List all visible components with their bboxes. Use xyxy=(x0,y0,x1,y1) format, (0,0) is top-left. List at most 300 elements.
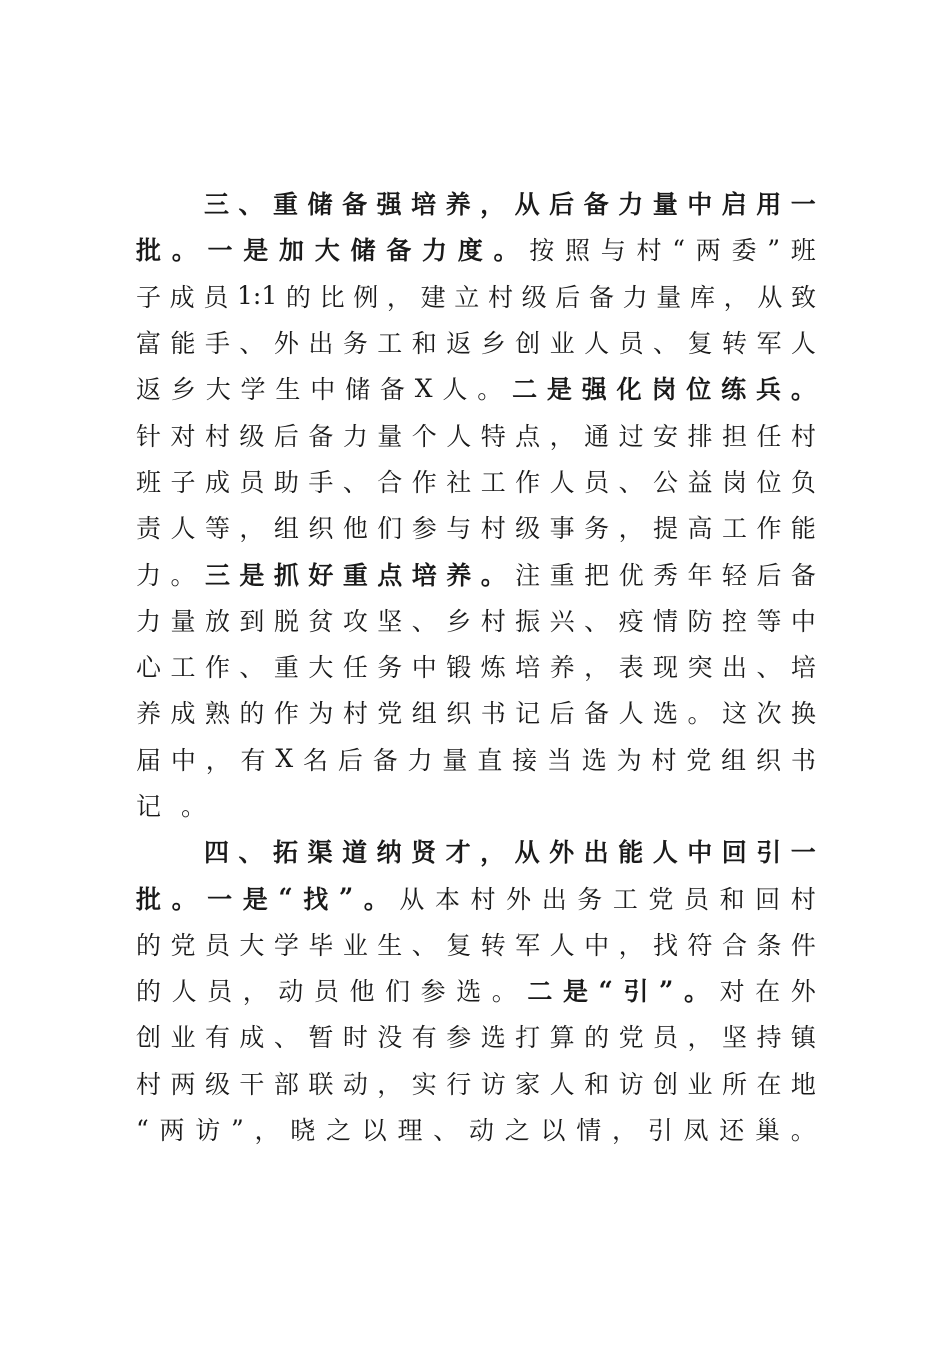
glyph: 乡 xyxy=(170,375,196,405)
glyph: ” xyxy=(338,883,354,913)
glyph: 备 xyxy=(386,236,412,266)
glyph: 接 xyxy=(512,745,538,775)
glyph: 党 xyxy=(170,930,196,960)
glyph: 高 xyxy=(687,514,713,544)
glyph: 务 xyxy=(377,653,403,683)
glyph: 突 xyxy=(687,653,713,683)
glyph: 村 xyxy=(790,421,816,451)
glyph: 与 xyxy=(446,514,472,544)
glyph: 秀 xyxy=(653,560,679,590)
glyph: 中 xyxy=(584,930,610,960)
glyph: 出 xyxy=(541,884,567,914)
glyph: 才 xyxy=(445,838,471,868)
glyph: 之 xyxy=(326,1116,352,1146)
glyph: 纳 xyxy=(376,838,402,868)
glyph: 业 xyxy=(342,930,368,960)
glyph: 人 xyxy=(584,329,610,359)
glyph: 备 xyxy=(583,190,609,220)
glyph: 强 xyxy=(581,375,607,405)
glyph: 脱 xyxy=(273,606,299,636)
glyph: 两 xyxy=(695,236,721,266)
glyph: ， xyxy=(386,282,412,312)
glyph: 作 xyxy=(411,467,437,497)
glyph: 例 xyxy=(353,282,379,312)
glyph: 复 xyxy=(446,930,472,960)
glyph: 、 xyxy=(239,329,265,359)
glyph: 是 xyxy=(242,884,268,914)
glyph: 。 xyxy=(790,1116,816,1146)
glyph: 排 xyxy=(687,421,713,451)
glyph: 贤 xyxy=(411,838,437,868)
text-line xyxy=(136,597,816,643)
glyph: 养 xyxy=(549,653,575,683)
glyph: 组 xyxy=(273,514,299,544)
glyph: 员 xyxy=(203,282,229,312)
glyph: 复 xyxy=(687,329,713,359)
glyph: 重 xyxy=(549,560,575,590)
glyph: 暂 xyxy=(308,1023,334,1053)
glyph: 中 xyxy=(687,838,713,868)
glyph: 找 xyxy=(653,930,679,960)
glyph: 和 xyxy=(584,1069,610,1099)
glyph: 对 xyxy=(170,421,196,451)
glyph: 组 xyxy=(411,699,437,729)
glyph: 情 xyxy=(576,1116,602,1146)
glyph: 党 xyxy=(648,884,674,914)
glyph: 出 xyxy=(583,838,609,868)
glyph: 、 xyxy=(584,606,610,636)
glyph: 业 xyxy=(549,329,575,359)
glyph: 三 xyxy=(204,560,230,590)
glyph: 在 xyxy=(755,977,781,1007)
glyph: 选 xyxy=(581,745,607,775)
glyph: 力 xyxy=(422,236,448,266)
glyph: 后 xyxy=(555,282,581,312)
glyph: 个 xyxy=(411,421,437,451)
glyph: 量 xyxy=(652,190,678,220)
glyph: 书 xyxy=(790,745,816,775)
glyph: ， xyxy=(205,745,231,775)
glyph: 返 xyxy=(446,329,472,359)
glyph: 业 xyxy=(687,1069,713,1099)
glyph: 大 xyxy=(239,930,265,960)
text-line xyxy=(136,689,816,735)
glyph: 、 xyxy=(238,838,264,868)
glyph: 力 xyxy=(407,745,433,775)
glyph: 村 xyxy=(204,421,230,451)
glyph: 情 xyxy=(653,606,679,636)
glyph: 中 xyxy=(687,190,713,220)
glyph: 镇 xyxy=(790,1023,816,1053)
glyph: ， xyxy=(687,1023,713,1053)
glyph: “ xyxy=(278,883,293,913)
glyph: ， xyxy=(239,514,265,544)
glyph: 作 xyxy=(756,514,782,544)
glyph: 。 xyxy=(687,699,713,729)
text-line xyxy=(136,180,816,226)
glyph: 加 xyxy=(279,236,305,266)
glyph: 之 xyxy=(504,1116,530,1146)
glyph: 事 xyxy=(549,514,575,544)
glyph: 社 xyxy=(446,467,472,497)
glyph: 拓 xyxy=(273,838,299,868)
glyph: 这 xyxy=(721,699,747,729)
glyph: ， xyxy=(480,190,506,220)
glyph: 安 xyxy=(653,421,679,451)
glyph: 攻 xyxy=(342,606,368,636)
glyph: 库 xyxy=(689,282,715,312)
glyph: X xyxy=(414,373,433,403)
glyph: 本 xyxy=(434,884,460,914)
glyph: 有 xyxy=(204,1023,230,1053)
text-line xyxy=(136,319,816,365)
document-body xyxy=(136,180,816,1152)
glyph: 后 xyxy=(273,421,299,451)
glyph: 等 xyxy=(204,514,230,544)
text-line xyxy=(136,643,816,689)
glyph: 按 xyxy=(529,236,555,266)
glyph: 是 xyxy=(546,375,572,405)
glyph: 二 xyxy=(512,375,538,405)
glyph: 员 xyxy=(204,930,230,960)
glyph: 。 xyxy=(363,884,389,914)
glyph: 毕 xyxy=(308,930,334,960)
text-line xyxy=(136,1013,816,1059)
glyph: 生 xyxy=(275,375,301,405)
glyph: 的 xyxy=(285,282,311,312)
glyph: 工 xyxy=(721,514,747,544)
glyph: 培 xyxy=(411,190,437,220)
glyph: 人 xyxy=(171,977,197,1007)
glyph: 工 xyxy=(170,653,196,683)
glyph: 责 xyxy=(136,514,162,544)
glyph: 届 xyxy=(136,745,162,775)
glyph: 。 xyxy=(491,977,517,1007)
glyph: 访 xyxy=(480,1069,506,1099)
glyph: “ xyxy=(598,975,613,1005)
glyph: 提 xyxy=(653,514,679,544)
glyph: 业 xyxy=(170,1023,196,1053)
glyph: 从 xyxy=(757,282,783,312)
glyph: 参 xyxy=(446,1023,472,1053)
glyph: 出 xyxy=(308,329,334,359)
glyph: 巢 xyxy=(755,1116,781,1146)
glyph: 记 xyxy=(136,792,162,821)
glyph: 外 xyxy=(273,329,299,359)
glyph: ， xyxy=(377,1069,403,1099)
glyph: 访 xyxy=(618,1069,644,1099)
glyph: 强 xyxy=(376,190,402,220)
glyph: 批 xyxy=(136,236,162,266)
glyph: 打 xyxy=(515,1023,541,1053)
glyph: 备 xyxy=(342,190,368,220)
glyph: 后 xyxy=(549,699,575,729)
glyph: 大 xyxy=(314,236,340,266)
glyph: 。 xyxy=(171,236,197,266)
glyph: 任 xyxy=(342,653,368,683)
glyph: ， xyxy=(549,421,575,451)
glyph: 成 xyxy=(170,699,196,729)
text-line xyxy=(136,365,816,411)
glyph: 织 xyxy=(446,699,472,729)
text-line xyxy=(136,828,816,874)
glyph: 部 xyxy=(273,1069,299,1099)
glyph: 人 xyxy=(790,329,816,359)
glyph: 和 xyxy=(411,329,437,359)
glyph: 党 xyxy=(686,745,712,775)
glyph: 中 xyxy=(411,653,437,683)
glyph: 备 xyxy=(379,375,405,405)
glyph: 实 xyxy=(411,1069,437,1099)
glyph: 算 xyxy=(549,1023,575,1053)
glyph: X xyxy=(275,744,294,774)
glyph: 当 xyxy=(546,745,572,775)
glyph: 村 xyxy=(136,1069,162,1099)
glyph: 备 xyxy=(372,745,398,775)
glyph: 注 xyxy=(515,560,541,590)
glyph: 班 xyxy=(136,467,162,497)
glyph: 合 xyxy=(377,467,403,497)
glyph: 好 xyxy=(308,560,334,590)
glyph: 是 xyxy=(243,236,269,266)
glyph: 、 xyxy=(756,653,782,683)
glyph: 村 xyxy=(480,606,506,636)
glyph: 力 xyxy=(618,190,644,220)
glyph: 年 xyxy=(687,560,713,590)
glyph: 。 xyxy=(170,560,196,590)
glyph: ” xyxy=(659,975,674,1005)
glyph: 储 xyxy=(345,375,371,405)
glyph: 直 xyxy=(477,745,503,775)
glyph: 养 xyxy=(445,190,471,220)
glyph: 控 xyxy=(721,606,747,636)
text-line xyxy=(136,504,816,550)
glyph: 访 xyxy=(195,1116,221,1146)
glyph: 务 xyxy=(584,514,610,544)
glyph: 建 xyxy=(420,282,446,312)
glyph: 员 xyxy=(207,977,233,1007)
glyph: 出 xyxy=(721,653,747,683)
glyph: 织 xyxy=(308,514,334,544)
glyph: 引 xyxy=(756,838,782,868)
glyph: 级 xyxy=(204,1069,230,1099)
glyph: 子 xyxy=(136,282,162,312)
glyph: 村 xyxy=(790,884,816,914)
glyph: 从 xyxy=(514,190,540,220)
glyph: 级 xyxy=(521,282,547,312)
glyph: 力 xyxy=(136,560,162,590)
glyph: 记 xyxy=(515,699,541,729)
glyph: 村 xyxy=(470,884,496,914)
glyph: ， xyxy=(242,977,268,1007)
glyph: 度 xyxy=(457,236,483,266)
glyph: 培 xyxy=(411,560,437,590)
glyph: 立 xyxy=(454,282,480,312)
glyph: 储 xyxy=(307,190,333,220)
glyph: 参 xyxy=(411,514,437,544)
glyph: 任 xyxy=(756,421,782,451)
glyph: “ xyxy=(136,1114,149,1144)
glyph: 量 xyxy=(170,606,196,636)
glyph: 负 xyxy=(790,467,816,497)
glyph: 选 xyxy=(456,977,482,1007)
glyph: 锻 xyxy=(446,653,472,683)
glyph: ， xyxy=(612,1116,638,1146)
glyph: 公 xyxy=(653,467,679,497)
glyph: 后 xyxy=(549,190,575,220)
glyph: 动 xyxy=(278,977,304,1007)
glyph: 务 xyxy=(577,884,603,914)
text-line xyxy=(136,458,816,504)
glyph: 书 xyxy=(480,699,506,729)
glyph: 位 xyxy=(756,467,782,497)
glyph: 心 xyxy=(136,653,162,683)
glyph: 回 xyxy=(721,838,747,868)
glyph: 表 xyxy=(618,653,644,683)
glyph: 助 xyxy=(273,467,299,497)
glyph: 动 xyxy=(469,1116,495,1146)
glyph: 党 xyxy=(377,699,403,729)
glyph: 量 xyxy=(442,745,468,775)
glyph: 培 xyxy=(515,653,541,683)
glyph: 点 xyxy=(515,421,541,451)
glyph: 军 xyxy=(515,930,541,960)
glyph: ， xyxy=(618,514,644,544)
glyph: 、 xyxy=(239,653,265,683)
glyph: 特 xyxy=(480,421,506,451)
glyph: 。 xyxy=(480,560,506,590)
glyph: 选 xyxy=(653,699,679,729)
glyph: 持 xyxy=(756,1023,782,1053)
glyph: 创 xyxy=(515,329,541,359)
glyph: 防 xyxy=(687,606,713,636)
glyph: 的 xyxy=(136,930,162,960)
glyph: 换 xyxy=(790,699,816,729)
glyph: 没 xyxy=(377,1023,403,1053)
glyph: 人 xyxy=(549,467,575,497)
glyph: 力 xyxy=(342,421,368,451)
glyph: 力 xyxy=(136,606,162,636)
text-line xyxy=(136,273,816,319)
glyph: 培 xyxy=(790,653,816,683)
glyph: 在 xyxy=(756,1069,782,1099)
text-line xyxy=(136,550,816,596)
glyph: 员 xyxy=(313,977,339,1007)
glyph: 备 xyxy=(584,699,610,729)
glyph: 针 xyxy=(136,421,162,451)
glyph: 坚 xyxy=(721,1023,747,1053)
glyph: 地 xyxy=(790,1069,816,1099)
glyph: 兴 xyxy=(549,606,575,636)
glyph: 行 xyxy=(446,1069,472,1099)
glyph: 位 xyxy=(686,375,712,405)
glyph: 、 xyxy=(653,329,679,359)
glyph: 回 xyxy=(755,884,781,914)
glyph: 两 xyxy=(159,1116,185,1146)
glyph: 贫 xyxy=(308,606,334,636)
glyph: 岗 xyxy=(651,375,677,405)
glyph: 三 xyxy=(204,190,230,220)
glyph: ” xyxy=(767,234,781,264)
glyph: 是 xyxy=(239,560,265,590)
glyph: 引 xyxy=(623,977,649,1007)
glyph: 益 xyxy=(687,467,713,497)
glyph: 以 xyxy=(361,1116,387,1146)
glyph: 引 xyxy=(647,1116,673,1146)
glyph: 能 xyxy=(170,329,196,359)
glyph: 生 xyxy=(377,930,403,960)
glyph: 养 xyxy=(446,560,472,590)
glyph: 人 xyxy=(442,375,468,405)
glyph: 们 xyxy=(377,514,403,544)
glyph: 量 xyxy=(656,282,682,312)
glyph: 力 xyxy=(622,282,648,312)
glyph: ， xyxy=(584,653,610,683)
glyph: 道 xyxy=(342,838,368,868)
glyph: 一 xyxy=(207,884,233,914)
glyph: 理 xyxy=(397,1116,423,1146)
glyph: 二 xyxy=(527,977,553,1007)
glyph: 他 xyxy=(349,977,375,1007)
glyph: 村 xyxy=(651,745,677,775)
glyph: 养 xyxy=(136,699,162,729)
text-line xyxy=(136,967,816,1013)
glyph: ， xyxy=(618,930,644,960)
glyph: 、 xyxy=(618,467,644,497)
glyph: 对 xyxy=(719,977,745,1007)
glyph: 抓 xyxy=(273,560,299,590)
glyph: 级 xyxy=(239,421,265,451)
text-line xyxy=(136,736,816,782)
glyph: 有 xyxy=(411,1023,437,1053)
glyph: 参 xyxy=(420,977,446,1007)
glyph: 重 xyxy=(273,653,299,683)
glyph: 的 xyxy=(239,699,265,729)
glyph: 创 xyxy=(136,1023,162,1053)
glyph: 委 xyxy=(731,236,757,266)
glyph: 动 xyxy=(342,1069,368,1099)
glyph: 、 xyxy=(411,606,437,636)
glyph: 的 xyxy=(136,977,162,1007)
text-line xyxy=(136,921,816,967)
glyph: 备 xyxy=(790,560,816,590)
glyph: 学 xyxy=(240,375,266,405)
glyph: 用 xyxy=(756,190,782,220)
glyph: 中 xyxy=(170,745,196,775)
glyph: 放 xyxy=(204,606,230,636)
glyph: 大 xyxy=(308,653,334,683)
glyph: 作 xyxy=(273,699,299,729)
glyph: 批 xyxy=(136,884,162,914)
glyph: 成 xyxy=(169,282,195,312)
glyph: 次 xyxy=(756,699,782,729)
glyph: 员 xyxy=(618,329,644,359)
glyph: 、 xyxy=(433,1116,459,1146)
glyph: 重 xyxy=(342,560,368,590)
glyph: 从 xyxy=(514,838,540,868)
glyph: 合 xyxy=(721,930,747,960)
glyph: 转 xyxy=(721,329,747,359)
glyph: 从 xyxy=(399,884,425,914)
glyph: 人 xyxy=(170,514,196,544)
glyph: 人 xyxy=(652,838,678,868)
glyph: 把 xyxy=(584,560,610,590)
glyph: 后 xyxy=(756,560,782,590)
glyph: 返 xyxy=(136,375,162,405)
text-line xyxy=(136,874,816,920)
glyph: 。 xyxy=(493,236,519,266)
glyph: 务 xyxy=(342,329,368,359)
